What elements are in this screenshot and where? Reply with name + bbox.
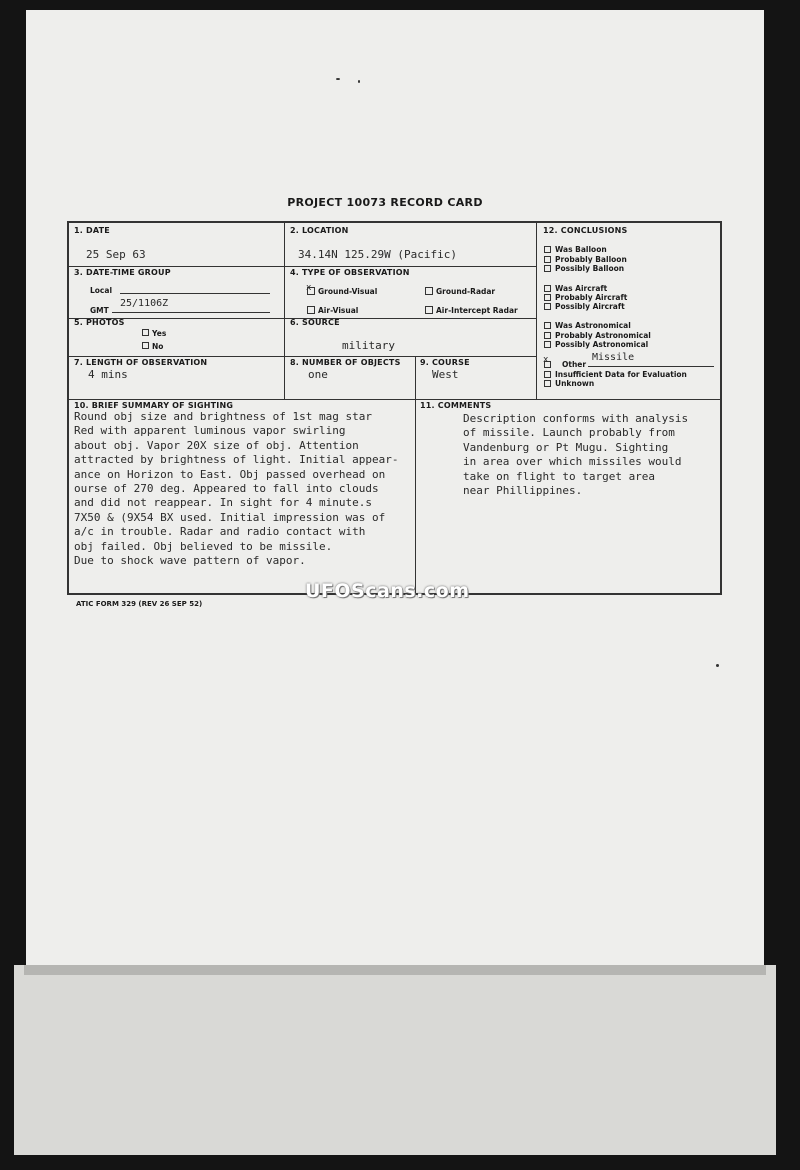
comment-line: in area over which missiles would <box>463 455 682 469</box>
summary-line: a/c in trouble. Radar and radio contact with <box>74 525 366 539</box>
conclusion-other: Other <box>562 360 587 369</box>
number-of-objects-value: one <box>308 368 328 381</box>
gmt-label: GMT <box>90 306 109 315</box>
length-of-observation-label: 7. LENGTH OF OBSERVATION <box>74 358 208 367</box>
conclusion-checkbox[interactable] <box>544 380 551 387</box>
summary-line: Red with apparent luminous vapor swirling <box>74 424 346 438</box>
ground-visual-option: Ground-Visual <box>318 287 378 296</box>
location-value: 34.14N 125.29W (Pacific) <box>298 248 457 261</box>
summary-line: about obj. Vapor 20X size of obj. Attention <box>74 438 359 452</box>
conclusion-probably-balloon: Probably Balloon <box>555 255 627 264</box>
card-title: PROJECT 10073 RECORD CARD <box>287 196 483 209</box>
other-field <box>588 366 714 367</box>
watermark: UFOScans.com <box>305 580 470 602</box>
ink-speck <box>336 78 340 80</box>
summary-line: ourse of 270 deg. Appeared to fall into clouds <box>74 482 379 496</box>
comments-text <box>463 412 688 498</box>
summary-line: obj failed. Obj believed to be missile. <box>74 539 333 553</box>
ink-speck <box>716 664 719 667</box>
comment-line: of missile. Launch probably from <box>463 426 675 440</box>
conclusion-possibly-astronomical: Possibly Astronomical <box>555 340 649 349</box>
conclusion-checkbox[interactable] <box>544 332 551 339</box>
ground-radar-option: Ground-Radar <box>436 287 496 296</box>
summary-line: Round obj size and brightness of 1st mag star <box>74 410 373 423</box>
type-of-observation-label: 4. TYPE OF OBSERVATION <box>290 268 410 277</box>
course-value: West <box>432 368 459 381</box>
length-of-observation-value: 4 mins <box>88 368 128 381</box>
air-visual-checkbox[interactable] <box>307 306 315 314</box>
conclusion-unknown: Unknown <box>555 379 595 388</box>
conclusion-was-balloon: Was Balloon <box>555 245 607 254</box>
summary-line: ance on Horizon to East. Obj passed overhead on <box>74 467 386 481</box>
number-of-objects-label: 8. NUMBER OF OBJECTS <box>290 358 401 367</box>
gmt-field <box>112 312 270 313</box>
local-field <box>120 293 270 294</box>
air-intercept-radar-checkbox[interactable] <box>425 306 433 314</box>
comment-line: take on flight to target area <box>463 469 656 483</box>
source-value: military <box>342 339 395 352</box>
course-label: 9. COURSE <box>420 358 470 367</box>
conclusion-possibly-balloon: Possibly Balloon <box>555 264 625 273</box>
comments-label: 11. COMMENTS <box>420 401 492 410</box>
conclusion-possibly-aircraft: Possibly Aircraft <box>555 302 625 311</box>
conclusions-label: 12. CONCLUSIONS <box>543 226 628 235</box>
gmt-value: 25/1106Z <box>120 298 169 309</box>
form-footer: ATIC FORM 329 (REV 26 SEP 52) <box>76 600 203 608</box>
comment-line: near Phillippines. <box>463 484 583 498</box>
brief-summary-text <box>74 410 399 568</box>
photos-no-checkbox[interactable] <box>142 342 149 349</box>
check-mark: x <box>543 355 549 365</box>
conclusion-other-value: Missile <box>592 352 635 363</box>
date-label: 1. DATE <box>74 226 110 235</box>
source-label: 6. SOURCE <box>290 318 340 327</box>
photos-no-label: No <box>152 342 164 351</box>
conclusion-checkbox[interactable] <box>544 322 551 329</box>
air-intercept-radar-option: Air-Intercept Radar <box>436 306 518 315</box>
summary-line: 7X50 & (9X54 BX used. Initial impression was of <box>74 510 386 524</box>
comment-line: Description conforms with analysis <box>463 412 689 425</box>
summary-line: attracted by brightness of light. Initial appear- <box>74 453 399 467</box>
ground-radar-checkbox[interactable] <box>425 287 433 295</box>
conclusion-checkbox[interactable] <box>544 371 551 378</box>
location-label: 2. LOCATION <box>290 226 349 235</box>
air-visual-option: Air-Visual <box>318 306 359 315</box>
ink-speck <box>358 80 360 83</box>
check-mark: x <box>306 283 312 293</box>
local-label: Local <box>90 286 113 295</box>
conclusion-was-aircraft: Was Aircraft <box>555 284 608 293</box>
conclusion-probably-aircraft: Probably Aircraft <box>555 293 628 302</box>
photos-yes-checkbox[interactable] <box>142 329 149 336</box>
photos-yes-label: Yes <box>152 329 167 338</box>
conclusion-checkbox[interactable] <box>544 265 551 272</box>
brief-summary-label: 10. BRIEF SUMMARY OF SIGHTING <box>74 401 234 410</box>
photos-label: 5. PHOTOS <box>74 318 125 327</box>
summary-line: and did not reappear. In sight for 4 minute.s <box>74 496 373 510</box>
conclusion-insufficient-data: Insufficient Data for Evaluation <box>555 370 687 379</box>
date-time-group-label: 3. DATE-TIME GROUP <box>74 268 171 277</box>
conclusion-checkbox[interactable] <box>544 303 551 310</box>
conclusion-checkbox[interactable] <box>544 294 551 301</box>
summary-line: Due to shock wave pattern of vapor. <box>74 554 306 568</box>
lower-sheet <box>14 965 776 1155</box>
comment-line: Vandenburg or Pt Mugu. Sighting <box>463 440 669 454</box>
conclusion-was-astronomical: Was Astronomical <box>555 321 631 330</box>
conclusion-checkbox[interactable] <box>544 285 551 292</box>
conclusion-checkbox[interactable] <box>544 256 551 263</box>
conclusion-checkbox[interactable] <box>544 341 551 348</box>
date-value: 25 Sep 63 <box>86 248 146 261</box>
conclusion-checkbox[interactable] <box>544 246 551 253</box>
conclusion-probably-astronomical: Probably Astronomical <box>555 331 651 340</box>
